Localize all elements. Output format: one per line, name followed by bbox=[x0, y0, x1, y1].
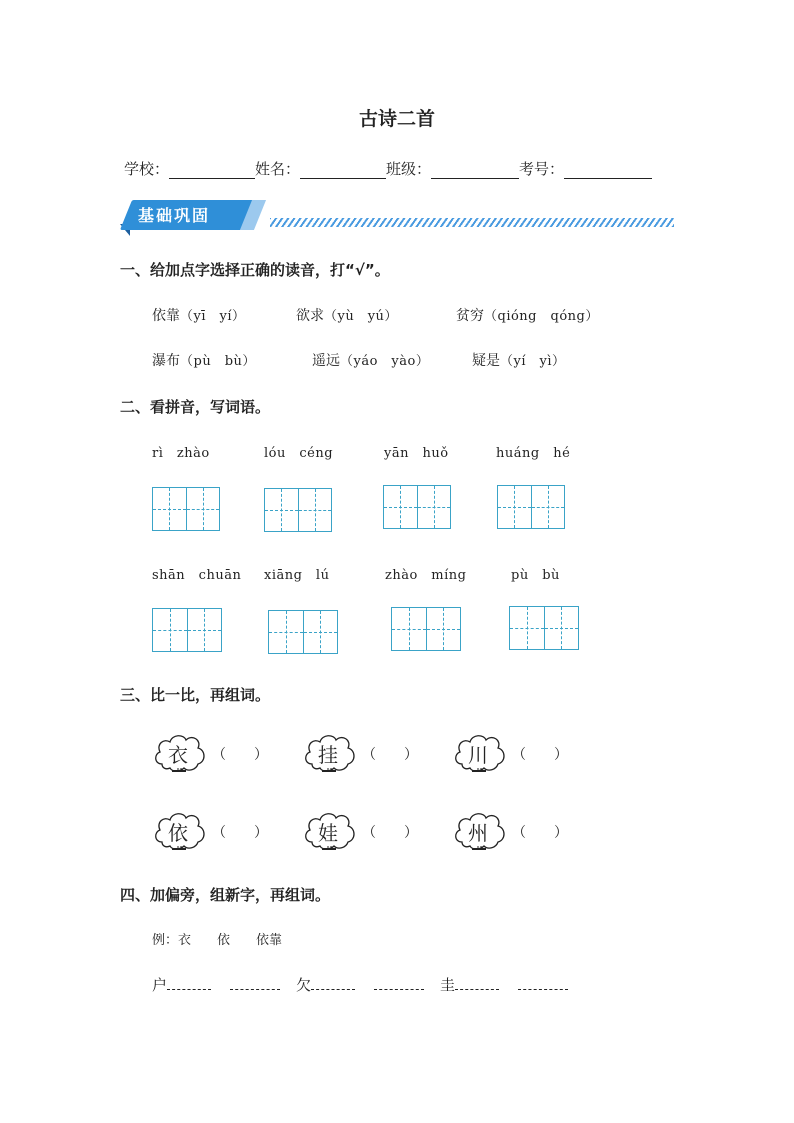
writing-grid[interactable] bbox=[152, 487, 220, 531]
pinyin-label: zhào míng bbox=[385, 568, 467, 583]
banner-hatch bbox=[270, 218, 674, 227]
cloud-char-text: 挂 bbox=[318, 743, 338, 767]
pinyin-label: shān chuān bbox=[152, 568, 242, 583]
pinyin-label: yān huǒ bbox=[384, 446, 449, 461]
q4-item bbox=[152, 974, 280, 995]
banner-label: 基础巩固 bbox=[138, 206, 211, 225]
number-blank[interactable] bbox=[564, 162, 652, 179]
new-char-blank[interactable] bbox=[167, 975, 211, 990]
cloud-char bbox=[302, 808, 358, 858]
writing-grid[interactable] bbox=[152, 608, 222, 652]
q4-example: 例：衣 依 依靠 bbox=[152, 933, 283, 948]
info-name-label: 姓名： bbox=[255, 160, 301, 178]
writing-grid[interactable] bbox=[509, 606, 579, 650]
info-number-label: 考号： bbox=[519, 160, 565, 178]
q4-item bbox=[296, 974, 424, 995]
pinyin-label: pù bù bbox=[511, 568, 560, 583]
answer-parentheses[interactable]: （ ） bbox=[362, 747, 418, 763]
q2-heading: 二、看拼音，写词语。 bbox=[120, 398, 271, 416]
class-blank[interactable] bbox=[431, 162, 519, 179]
q3-heading: 三、比一比，再组词。 bbox=[120, 686, 271, 704]
section-banner bbox=[120, 198, 676, 240]
writing-grid[interactable] bbox=[497, 485, 565, 529]
school-blank[interactable] bbox=[169, 162, 255, 179]
writing-grid[interactable] bbox=[268, 610, 338, 654]
q4-item bbox=[440, 974, 568, 995]
word-blank[interactable] bbox=[230, 975, 280, 990]
q4-radical: 圭 bbox=[440, 976, 456, 994]
cloud-char bbox=[452, 808, 508, 858]
cloud-char-text: 川 bbox=[468, 743, 488, 767]
answer-parentheses[interactable]: （ ） bbox=[362, 825, 418, 841]
cloud-char-text: 衣 bbox=[168, 743, 188, 767]
answer-parentheses[interactable]: （ ） bbox=[212, 747, 268, 763]
writing-grid[interactable] bbox=[264, 488, 332, 532]
info-school-label: 学校： bbox=[124, 160, 170, 178]
cloud-char bbox=[152, 808, 208, 858]
word-blank[interactable] bbox=[374, 975, 424, 990]
q1-item: 疑是（yí yì） bbox=[472, 353, 566, 369]
q1-heading: 一、给加点字选择正确的读音，打“√”。 bbox=[120, 261, 390, 279]
pinyin-label: xiāng lú bbox=[264, 568, 330, 583]
q4-radical: 户 bbox=[152, 976, 168, 994]
q1-item: 遥远（yáo yào） bbox=[312, 353, 430, 369]
new-char-blank[interactable] bbox=[455, 975, 499, 990]
cloud-char bbox=[452, 730, 508, 780]
q4-radical: 欠 bbox=[296, 976, 312, 994]
pinyin-label: huáng hé bbox=[496, 446, 571, 461]
page-title: 古诗二首 bbox=[358, 108, 435, 130]
q1-item: 欲求（yù yú） bbox=[296, 308, 398, 324]
pinyin-label: rì zhào bbox=[152, 446, 210, 461]
cloud-char bbox=[152, 730, 208, 780]
word-blank[interactable] bbox=[518, 975, 568, 990]
name-blank[interactable] bbox=[300, 162, 386, 179]
q4-heading: 四、加偏旁，组新字，再组词。 bbox=[120, 886, 331, 904]
cloud-char bbox=[302, 730, 358, 780]
writing-grid[interactable] bbox=[391, 607, 461, 651]
q1-item: 依靠（yī yí） bbox=[152, 308, 246, 324]
cloud-char-text: 娃 bbox=[318, 821, 338, 845]
pinyin-label: lóu céng bbox=[264, 446, 334, 461]
cloud-char-text: 州 bbox=[468, 821, 488, 845]
q1-item: 瀑布（pù bù） bbox=[152, 353, 256, 369]
cloud-char-text: 依 bbox=[168, 821, 188, 845]
answer-parentheses[interactable]: （ ） bbox=[212, 825, 268, 841]
answer-parentheses[interactable]: （ ） bbox=[512, 825, 568, 841]
info-class-label: 班级： bbox=[386, 160, 432, 178]
answer-parentheses[interactable]: （ ） bbox=[512, 747, 568, 763]
writing-grid[interactable] bbox=[383, 485, 451, 529]
student-info-row bbox=[124, 158, 652, 179]
new-char-blank[interactable] bbox=[311, 975, 355, 990]
q1-item: 贫穷（qióng qóng） bbox=[456, 308, 599, 324]
